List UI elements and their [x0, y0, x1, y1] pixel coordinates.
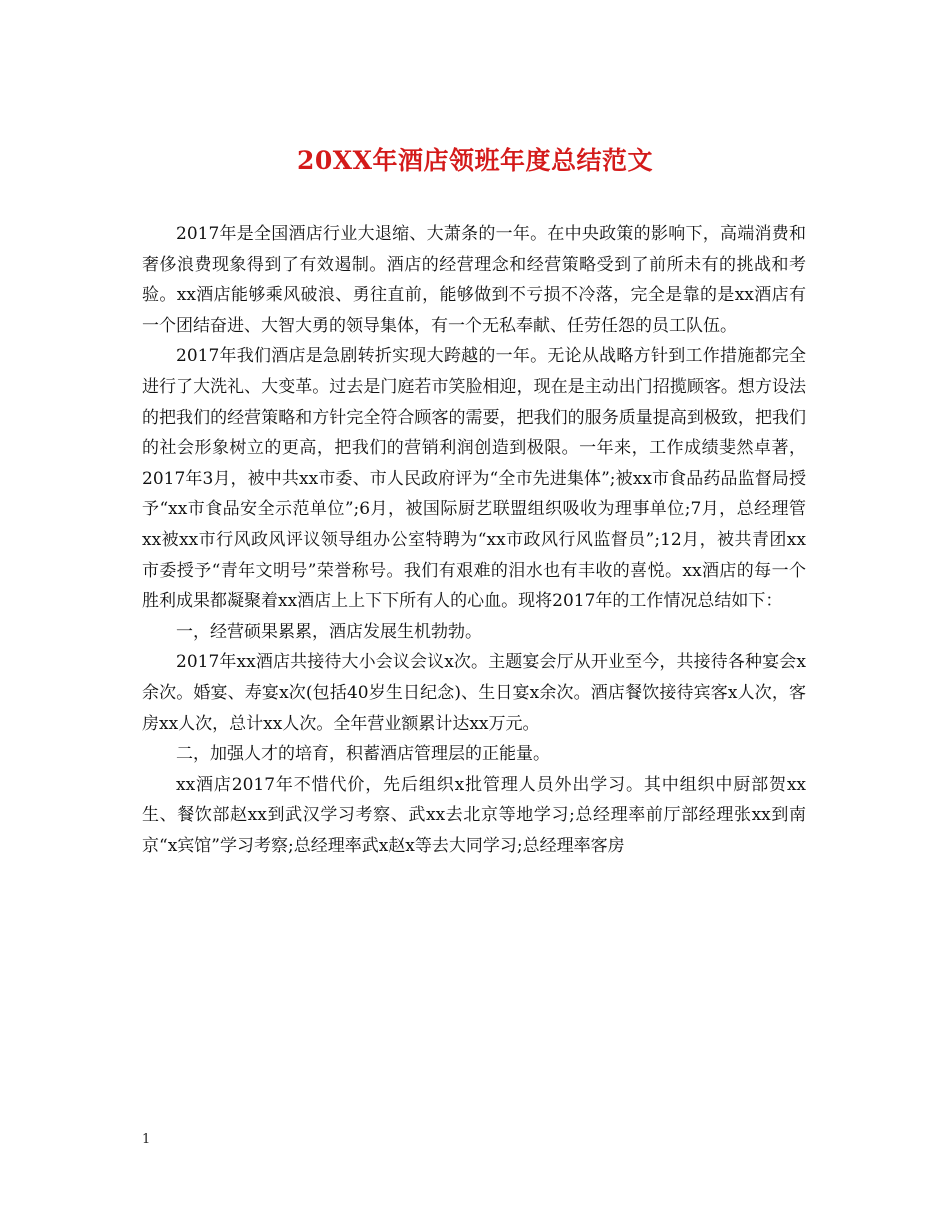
- section-heading-2: 二，加强人才的培育，积蓄酒店管理层的正能量。: [176, 744, 550, 765]
- section-heading-1: 一，经营硕果累累，酒店发展生机勃勃。: [176, 621, 482, 642]
- paragraph-2: 2017年我们酒店是急剧转折实现大跨越的一年。无论从战略方针到工作措施都完全进行了大洗礼、大变革。过去是门庭若市笑脸相迎，现在是主动出门招揽顾客。想方设法的把我们的经营策略和方针完全符合顾客的需要，把我们的服务质量提高到极致，把我们的社会形象树立的更高，把我们的营销利润创造到极限。一年来，工作成绩斐然卓著，2017年3月，被中共xx市委、市人民政府评为“全市先进集体”;被xx市食品药品监督局授予“xx市食品安全示范单位”;6月，被国际厨艺联盟组织吸收为理事单位;7月，总经理管xx被xx市行风政风评议领导组办公室特聘为“xx市政风行风监督员”;12月，被共青团xx市委授予“青年文明号”荣誉称号。我们有艰难的泪水也有丰收的喜悦。xx酒店的每一个胜利成果都凝聚着xx酒店上上下下所有人的心血。现将2017年的工作情况总结如下：: [142, 346, 806, 612]
- paragraph-3: 2017年xx酒店共接待大小会议会议x次。主题宴会厅从开业至今，共接待各种宴会x余次。婚宴、寿宴x次(包括40岁生日纪念)、生日宴x余次。酒店餐饮接待宾客x人次，客房xx人次，总计xx人次。全年营业额累计达xx万元。: [142, 652, 806, 734]
- page-number: 1: [142, 1132, 151, 1147]
- paragraph-1: 2017年是全国酒店行业大退缩、大萧条的一年。在中央政策的影响下，高端消费和奢侈浪费现象得到了有效遏制。酒店的经营理念和经营策略受到了前所未有的挑战和考验。xx酒店能够乘风破浪、勇往直前，能够做到不亏损不冷落，完全是靠的是xx酒店有一个团结奋进、大智大勇的领导集体，有一个无私奉献、任劳任怨的员工队伍。: [142, 224, 806, 336]
- page-title: 20XX年酒店领班年度总结范文: [296, 146, 654, 175]
- paragraph-4: xx酒店2017年不惜代价，先后组织x批管理人员外出学习。其中组织中厨部贺xx生、餐饮部赵xx到武汉学习考察、武xx去北京等地学习;总经理率前厅部经理张xx到南京“x宾馆”学习考察;总经理率武x赵x等去大同学习;总经理率客房: [142, 774, 806, 856]
- document-body: [142, 219, 806, 861]
